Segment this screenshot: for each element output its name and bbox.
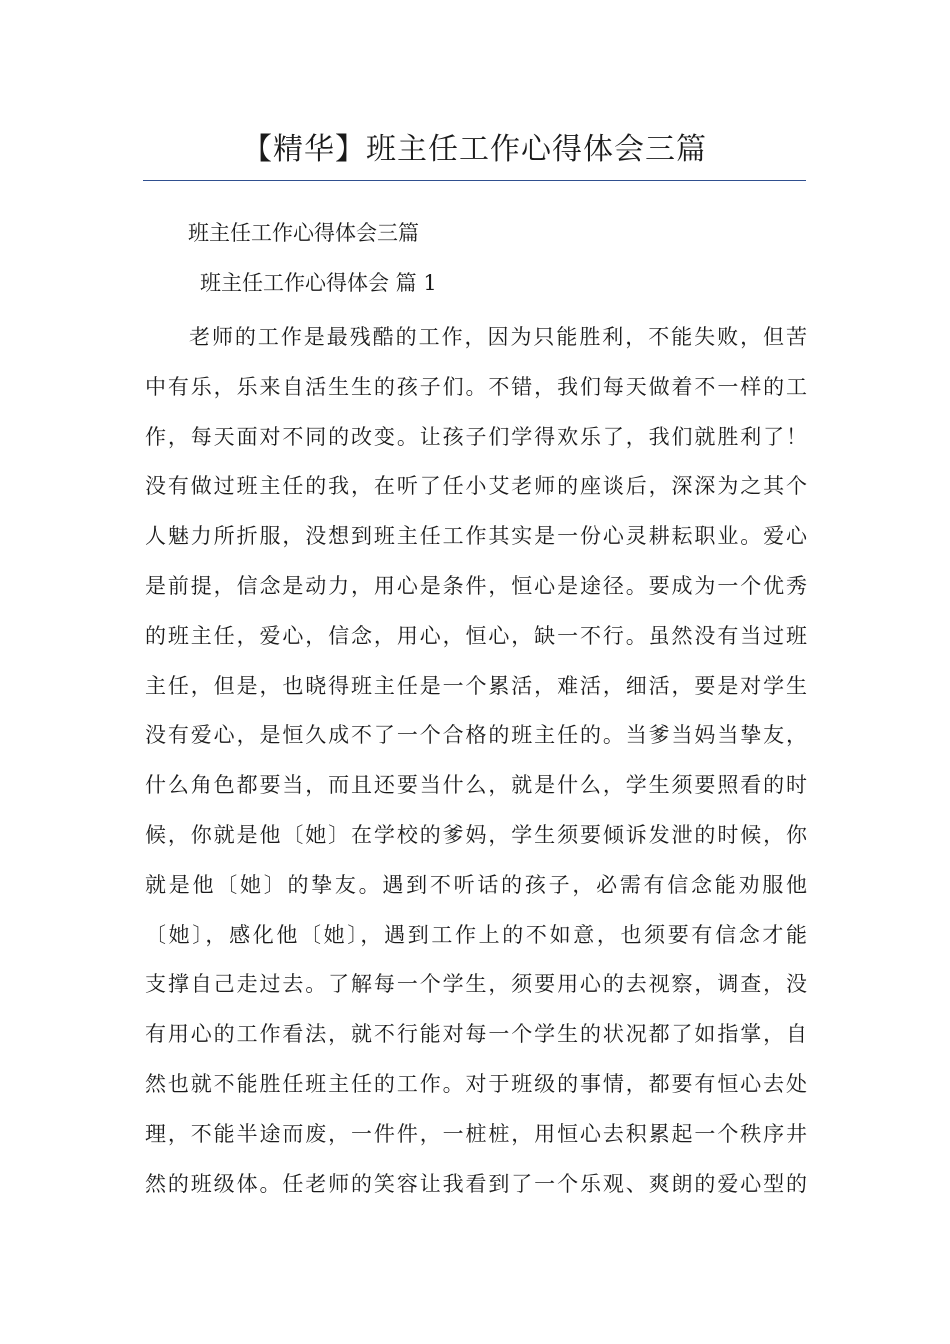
body-line: 〔她〕，感化他〔她〕，遇到工作上的不如意，也须要有信念才能 xyxy=(145,922,807,947)
body-line: 有用心的工作看法，就不行能对每一个学生的状况都了如指掌，自 xyxy=(145,1022,807,1047)
body-line: 老师的工作是最残酷的工作，因为只能胜利，不能失败，但苦 xyxy=(189,325,807,349)
body-line: 什么角色都要当，而且还要当什么，就是什么，学生须要照看的时 xyxy=(145,773,807,798)
body-line: 中有乐，乐来自活生生的孩子们。不错，我们每天做着不一样的工 xyxy=(145,374,807,399)
body-line: 然也就不能胜任班主任的工作。对于班级的事情，都要有恒心去处 xyxy=(145,1071,807,1096)
body-line: 没有爱心，是恒久成不了一个合格的班主任的。当爹当妈当挚友， xyxy=(145,723,807,748)
section-heading: 班主任工作心得体会 篇 1 xyxy=(200,271,437,295)
body-line: 然的班级体。任老师的笑容让我看到了一个乐观、爽朗的爱心型的 xyxy=(145,1171,807,1196)
body-line: 作，每天面对不同的改变。让孩子们学得欢乐了，我们就胜利了！ xyxy=(145,424,807,449)
page-title: 【精华】班主任工作心得体会三篇 xyxy=(242,132,707,167)
body-line: 就是他〔她〕的挚友。遇到不听话的孩子，必需有信念能劝服他 xyxy=(145,872,807,897)
body-line: 人魅力所折服，没想到班主任工作其实是一份心灵耕耘职业。爱心 xyxy=(145,524,807,549)
document-subtitle: 班主任工作心得体会三篇 xyxy=(188,221,419,245)
body-paragraph xyxy=(145,313,807,1209)
body-line: 支撑自己走过去。了解每一个学生，须要用心的去视察，调查，没 xyxy=(145,972,807,997)
body-line: 理，不能半途而废，一件件，一桩桩，用恒心去积累起一个秩序井 xyxy=(145,1121,807,1146)
body-line: 没有做过班主任的我，在听了任小艾老师的座谈后，深深为之其个 xyxy=(145,474,807,499)
body-line: 是前提，信念是动力，用心是条件，恒心是途径。要成为一个优秀 xyxy=(145,573,807,598)
body-line: 候，你就是他〔她〕在学校的爹妈，学生须要倾诉发泄的时候，你 xyxy=(145,822,807,847)
body-line: 的班主任，爱心，信念，用心，恒心，缺一不行。虽然没有当过班 xyxy=(145,623,807,648)
body-line: 主任，但是，也晓得班主任是一个累活，难活，细活，要是对学生 xyxy=(145,673,807,698)
title-divider xyxy=(143,180,806,181)
